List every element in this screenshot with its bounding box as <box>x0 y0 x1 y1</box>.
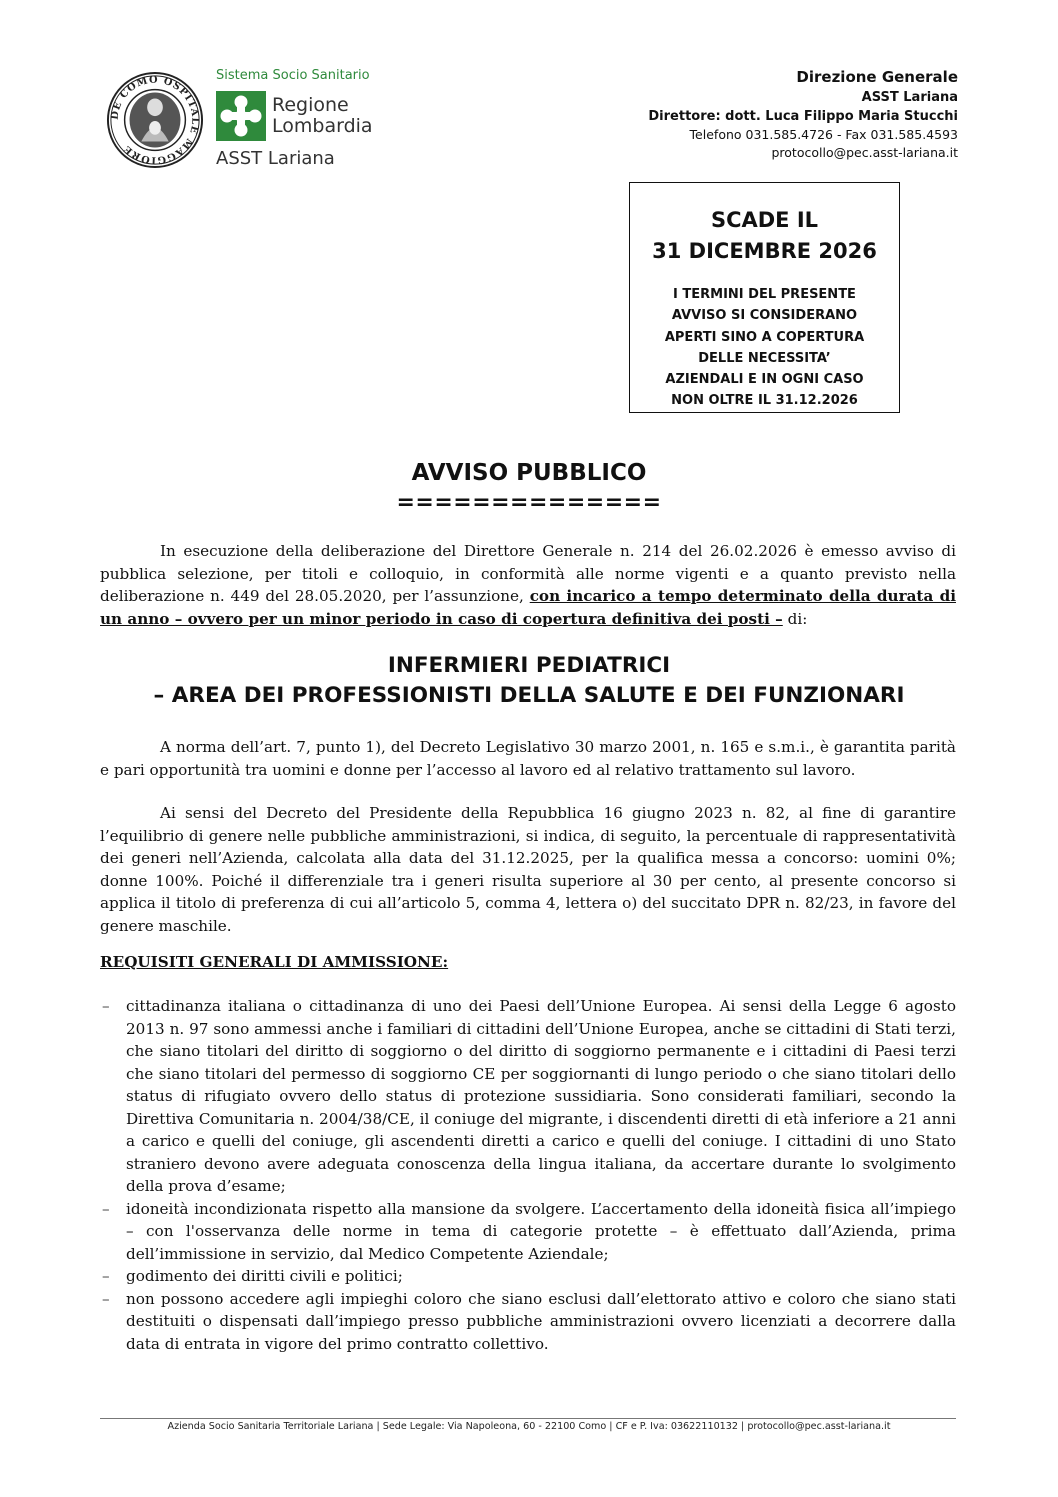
intro-paragraph <box>100 540 956 630</box>
regione-lombardia-cross-icon <box>216 91 266 141</box>
region-line2: Lombardia <box>272 115 373 137</box>
deadline-date: 31 DICEMBRE 2026 <box>652 239 877 263</box>
org-name: ASST Lariana <box>861 90 958 105</box>
deadline-note-line: DELLE NECESSITA’ <box>698 350 831 366</box>
deadline-note-line: NON OLTRE IL 31.12.2026 <box>671 393 858 409</box>
list-item <box>100 1265 956 1288</box>
ospitale-maggiore-seal-logo <box>106 71 204 169</box>
document-title: AVVISO PUBBLICO <box>411 460 647 486</box>
office-name: Direzione Generale <box>796 68 958 86</box>
deadline-heading <box>630 205 899 267</box>
intro-emphasis: con incarico a tempo determinato della durata di un anno – ovvero per un minor periodo in caso di copertura definitiva dei posti – <box>100 587 956 628</box>
title-underline-rule: ============== <box>396 490 662 515</box>
requirements-title: REQUISITI GENERALI DI AMMISSIONE: <box>100 953 449 971</box>
list-bullet: – <box>102 1289 110 1308</box>
asst-lariana-wordmark: ASST Lariana <box>216 148 335 169</box>
deadline-line1: SCADE IL <box>710 208 819 232</box>
gender-balance-text: Ai sensi del Decreto del Presidente della Repubblica 16 giugno 2023 n. 82, al fine di garantire l’equilibrio di genere nelle pubbliche amministrazioni, si indica, di seguito, la percentuale di rappresentatività dei generi nell’Azienda, calcolata alla data del 31.12.2025, per la qualifica messa a concorso: uomini 0%; donne 100%. Poiché il differenziale tra i generi risulta superiore al 30 per cento, al presente concorso si applica il titolo di preferenza di cui all’articolo 5, comma 4, lettera o) del succitato DPR n. 82/23, in favore del genere maschile. <box>100 804 956 935</box>
intro-text-before: In esecuzione della deliberazione del Direttore Generale n. 214 del 26.02.2026 è emesso avviso di pubblica selezione, per titoli e colloquio, in conformità alle norme vigenti e a quanto previsto nella deliberazione n. 449 del 28.05.2020, per l’assunzione, <box>100 542 956 605</box>
position-line1: INFERMIERI PEDIATRICI <box>387 653 671 678</box>
list-item <box>100 1198 956 1266</box>
seal-lettering: DE COMO OSPITALE MAGGIORE <box>109 74 201 166</box>
list-item <box>100 995 956 1198</box>
requirements-list <box>100 995 956 1355</box>
deadline-note-line: APERTI SINO A COPERTURA <box>664 329 865 345</box>
requirement-text: idoneità incondizionata rispetto alla mansione da svolgere. L’accertamento della idoneità fisica all’impiego – con l'osservanza delle norme in tema di categorie protette – è effettuato dall’Azienda, prima dell’immissione in servizio, dal Medico Competente Aziendale; <box>126 1199 956 1263</box>
position-heading <box>0 651 1058 711</box>
requirement-text: godimento dei diritti civili e politici; <box>126 1267 403 1285</box>
footer-divider <box>100 1418 956 1419</box>
equal-opportunity-text: A norma dell’art. 7, punto 1), del Decreto Legislativo 30 marzo 2001, n. 165 e s.m.i., è garantita parità e pari opportunità tra uomini e donne per l’accesso al lavoro ed al relativo trattamento sul lavoro. <box>100 738 956 779</box>
gender-balance-paragraph <box>100 802 956 937</box>
list-bullet: – <box>102 997 110 1015</box>
deadline-box <box>629 182 900 413</box>
list-bullet: – <box>102 1267 110 1285</box>
requirement-text: cittadinanza italiana o cittadinanza di uno dei Paesi dell’Unione Europea. Ai sensi della Legge 6 agosto 2013 n. 97 sono ammessi anche i familiari di cittadini dell’Unione Europea, anche se cittadini di Stati terzi, che siano titolari del diritto di soggiorno o del diritto di soggiorno permanente e i cittadini di Paesi terzi che siano titolari del permesso di soggiorno CE per soggiornanti di lungo periodo o che siano titolari dello status di rifugiato ovvero dello status di protezione sussidiaria. Sono considerati familiari, secondo la Direttiva Comunitaria n. 2004/38/CE, il coniuge del migrante, i discendenti diretti di età inferiore a 21 anni a carico e quelli del coniuge, gli ascendenti diretti a carico e quelli del coniuge. I cittadini di uno Stato straniero devono avere adeguata conoscenza della lingua italiana, da accertare durante lo svolgimento della prova d’esame; <box>126 997 956 1195</box>
intro-text-after: di: <box>782 609 808 628</box>
pec-email: protocollo@pec.asst-lariana.it <box>771 145 958 160</box>
footer-legal: Azienda Socio Sanitaria Territoriale Lariana | Sede Legale: Via Napoleona, 60 - 22100 Como | CF e P. Iva: 03622110132 | protocollo@pec.asst-lariana.it <box>167 1421 891 1432</box>
list-bullet: – <box>102 1199 110 1218</box>
phone-fax: Telefono 031.585.4726 - Fax 031.585.4593 <box>689 127 958 142</box>
deadline-note <box>630 284 899 412</box>
director-name: Direttore: dott. Luca Filippo Maria Stucchi <box>648 109 958 124</box>
equal-opportunity-paragraph <box>100 736 956 781</box>
regione-lombardia-wordmark <box>272 95 373 137</box>
deadline-note-line: I TERMINI DEL PRESENTE <box>673 287 856 302</box>
sistema-socio-sanitario-label: Sistema Socio Sanitario <box>216 68 370 83</box>
list-item <box>100 1288 956 1356</box>
region-line1: Regione <box>272 94 349 116</box>
contact-block <box>648 67 958 162</box>
position-line2: – AREA DEI PROFESSIONISTI DELLA SALUTE E DEI FUNZIONARI <box>153 683 905 708</box>
deadline-note-line: AVVISO SI CONSIDERANO <box>671 308 858 324</box>
deadline-note-line: AZIENDALI E IN OGNI CASO <box>665 372 864 388</box>
requirement-text: non possono accedere agli impieghi coloro che siano esclusi dall’elettorato attivo e coloro che siano stati destituiti o dispensati dall’impiego presso pubbliche amministrazioni ovvero licenziati a decorrere dalla data di entrata in vigore del primo contratto collettivo. <box>126 1289 956 1353</box>
